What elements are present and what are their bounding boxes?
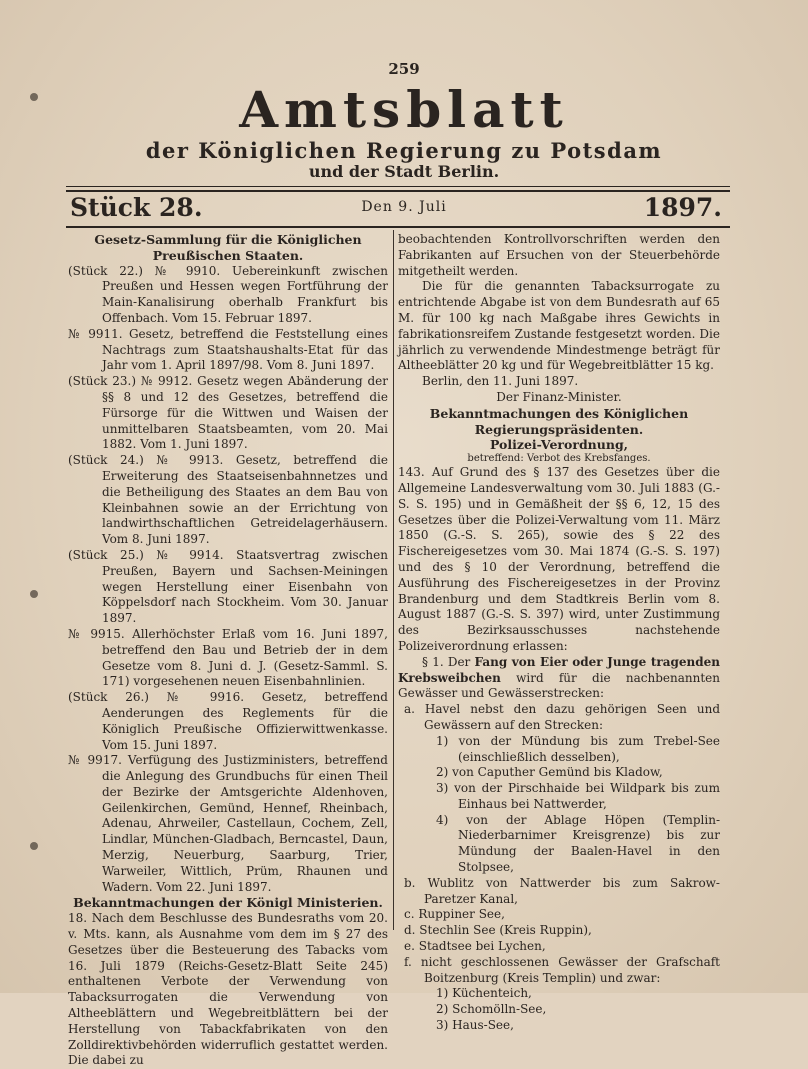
section-1-tail: wird für die nachbenannten Gewässer und Gewässerstrecken:	[398, 670, 720, 701]
issue-year: 1897.	[643, 193, 722, 222]
section-heading-gesetz-sammlung: Gesetz-Sammlung für die Königlichen Preußischen Staaten.	[94, 232, 362, 263]
law-entry: (Stück 22.) № 9910. Uebereinkunft zwischen Preußen und Hessen wegen Fortführung der Main-Kanalisirung oberhalb Frankfurt bis Offenbach. Vom 15. Februar 1897.	[68, 263, 388, 325]
left-column	[68, 232, 388, 1069]
list-subitem: 3) Haus-See,	[436, 1018, 514, 1033]
law-entry: № 9911. Gesetz, betreffend die Feststellung eines Nachtrags zum Staatshaushalts-Etat für das Jahr vom 1. April 1897/98. Vom 8. Juni 1897.	[68, 326, 388, 373]
section-1-lead: § 1. Der	[422, 654, 475, 669]
page-number: 259	[388, 60, 420, 78]
paragraph-surrogate-tax: Die für die genannten Tabacksurrogate zu entrichtende Abgabe ist von dem Bundesrath auf 65 M. für 100 kg nach Maßgabe ihres Gewichts in fabrikationsreifem Zustande festgesetzt worden. Die jährlich zu verwendende Mindestmenge beträgt für Altheeblätter 20 kg und für Wegebreitblätter 15 kg.	[398, 279, 720, 373]
law-entry: (Stück 25.) № 9914. Staatsvertrag zwischen Preußen, Bayern und Sachsen-Meiningen wegen Herstellung einer Eisenbahn von Köppelsdorf nach Stockheim. Vom 30. Januar 1897.	[68, 547, 388, 626]
list-subitem: 1) von der Mündung bis zum Trebel-See (einschließlich desselben),	[436, 733, 720, 764]
ordinance-title: Polizei-Verordnung,	[489, 437, 629, 453]
signature: Der Finanz-Minister.	[496, 389, 622, 404]
law-entry: (Stück 26.) № 9916. Gesetz, betreffend Aenderungen des Reglements für die Königlich Preußische Offizierwittwenkasse. Vom 15. Juni 1897.	[68, 690, 388, 752]
section-heading-ministerien: Bekanntmachungen der Königl Ministerien.	[73, 895, 383, 911]
header-rule-thin	[66, 186, 730, 187]
masthead-subtitle-city: und der Stadt Berlin.	[308, 162, 500, 181]
issue-number: Stück 28.	[70, 193, 203, 222]
list-subitem: 4) von der Ablage Höpen (Templin-Niederbarnimer Kreisgrenze) bis zur Mündung der Baalen-Havel in den Stolpsee,	[436, 812, 720, 875]
paragraph-18: 18. Nach dem Beschlusse des Bundesraths vom 20. v. Mts. kann, als Ausnahme vom dem im § 27 des Gesetzes über die Besteuerung des Tabacks vom 16. Juli 1879 (Reichs-Gesetz-Blatt Seite 245) enthaltenen Verbote der Verwendung von Tabacksurrogaten die Verwendung von Altheeblättern und Wegebreitblättern bei der Herstellung von Tabackfabrikaten von den Zolldirektivbehörden widerruflich gestattet werden. Die dabei zu	[68, 911, 388, 1068]
ordinance-subject: betreffend: Verbot des Krebsfanges.	[467, 453, 651, 465]
list-subitem: 3) von der Pirschhaide bei Wildpark bis zum Einhaus bei Nattwerder,	[436, 781, 720, 811]
list-subitem: 2) von Caputher Gemünd bis Kladow,	[436, 765, 663, 780]
paragraph-143: 143. Auf Grund des § 137 des Gesetzes über die Allgemeine Landesverwaltung vom 30. Juli 1883 (G.-S. S. 195) und in Gemäßheit der §§ 6, 12, 15 des Gesetzes über die Polizei-Verwaltung vom 11. März 1850 (G.-S. S. 265), sowie des § 22 des Fischereigesetzes vom 30. Mai 1874 (G.-S. S. 197) und des § 10 der Verordnung, betreffend die Ausführung des Fischereigesetzes in der Provinz Brandenburg und dem Stadtkreis Berlin vom 8. August 1887 (G.-S. S. 397) wird, unter Zustimmung des Bezirksausschusses nachstehende Polizeiverordnung erlassen:	[398, 465, 720, 653]
law-entry: № 9917. Verfügung des Justizministers, betreffend die Anlegung des Grundbuchs für einen Theil der Bezirke der Amtsgerichte Aldenhoven, Geilenkirchen, Gemünd, Hennef, Rheinbach, Adenau, Ahrweiler, Castellaun, Cochem, Zell, Lindlar, München-Gladbach, Berncastel, Daun, Merzig, Neuerburg, Saarburg, Trier, Warweiler, Wittlich, Prüm, Rhaunen und Wadern. Vom 22. Juni 1897.	[68, 753, 388, 894]
header-rule-thick	[66, 190, 730, 192]
law-entry: № 9915. Allerhöchster Erlaß vom 16. Juni 1897, betreffend den Bau und Betrieb der in dem Gesetze vom 8. Juni d. J. (Gesetz-Samml. S. 171) vorgesehenen neuen Eisenbahnlinien.	[68, 626, 388, 689]
binding-hole-mark	[30, 590, 38, 598]
section-heading-regierungspraesident: Bekanntmachungen des Königlichen Regierungspräsidenten.	[429, 405, 689, 437]
binding-hole-mark	[30, 842, 38, 850]
binding-hole-mark	[30, 93, 38, 101]
list-item-c: c. Ruppiner See,	[404, 907, 505, 922]
masthead-title: Amtsblatt	[239, 80, 569, 139]
list-item-e: e. Stadtsee bei Lychen,	[404, 939, 546, 954]
paragraph-continuation: beobachtenden Kontrollvorschriften werden den Fabrikanten auf Ersuchen von der Steuerbehörde mitgetheilt werden.	[398, 232, 720, 278]
right-column	[398, 232, 720, 1034]
column-divider	[393, 230, 394, 930]
place-date: Berlin, den 11. Juni 1897.	[422, 374, 579, 389]
section-1-emphasis: Fang von Eier oder Junge tragenden Krebsweibchen	[398, 654, 720, 685]
list-item-a: a. Havel nebst den dazu gehörigen Seen und Gewässern auf den Strecken:	[404, 702, 720, 732]
masthead-subtitle: der Königlichen Regierung zu Potsdam	[145, 138, 663, 163]
list-subitem: 2) Schomölln-See,	[436, 1002, 547, 1017]
issue-date: Den 9. Juli	[361, 199, 447, 215]
list-subitem: 1) Küchenteich,	[436, 986, 532, 1001]
list-item-d: d. Stechlin See (Kreis Ruppin),	[404, 923, 592, 938]
header-rule-bottom	[66, 226, 730, 228]
section-1	[398, 655, 720, 702]
law-entry: (Stück 23.) № 9912. Gesetz wegen Abänderung der §§ 8 und 12 des Gesetzes, betreffend die Fürsorge für die Wittwen und Waisen der unmittelbaren Staatsbeamten, vom 20. Mai 1882. Vom 1. Juni 1897.	[68, 374, 388, 452]
list-item-f: f. nicht geschlossenen Gewässer der Grafschaft Boitzenburg (Kreis Templin) und zwar:	[404, 954, 720, 985]
list-item-b: b. Wublitz von Nattwerder bis zum Sakrow-Paretzer Kanal,	[404, 875, 720, 906]
law-entry: (Stück 24.) № 9913. Gesetz, betreffend die Erweiterung des Staatseisenbahnnetzes und die Betheiligung des Staates an dem Bau von Kleinbahnen sowie an der Errichtung von landwirthschaftlichen Getreidelagerhäusern. Vom 8. Juni 1897.	[68, 453, 388, 547]
